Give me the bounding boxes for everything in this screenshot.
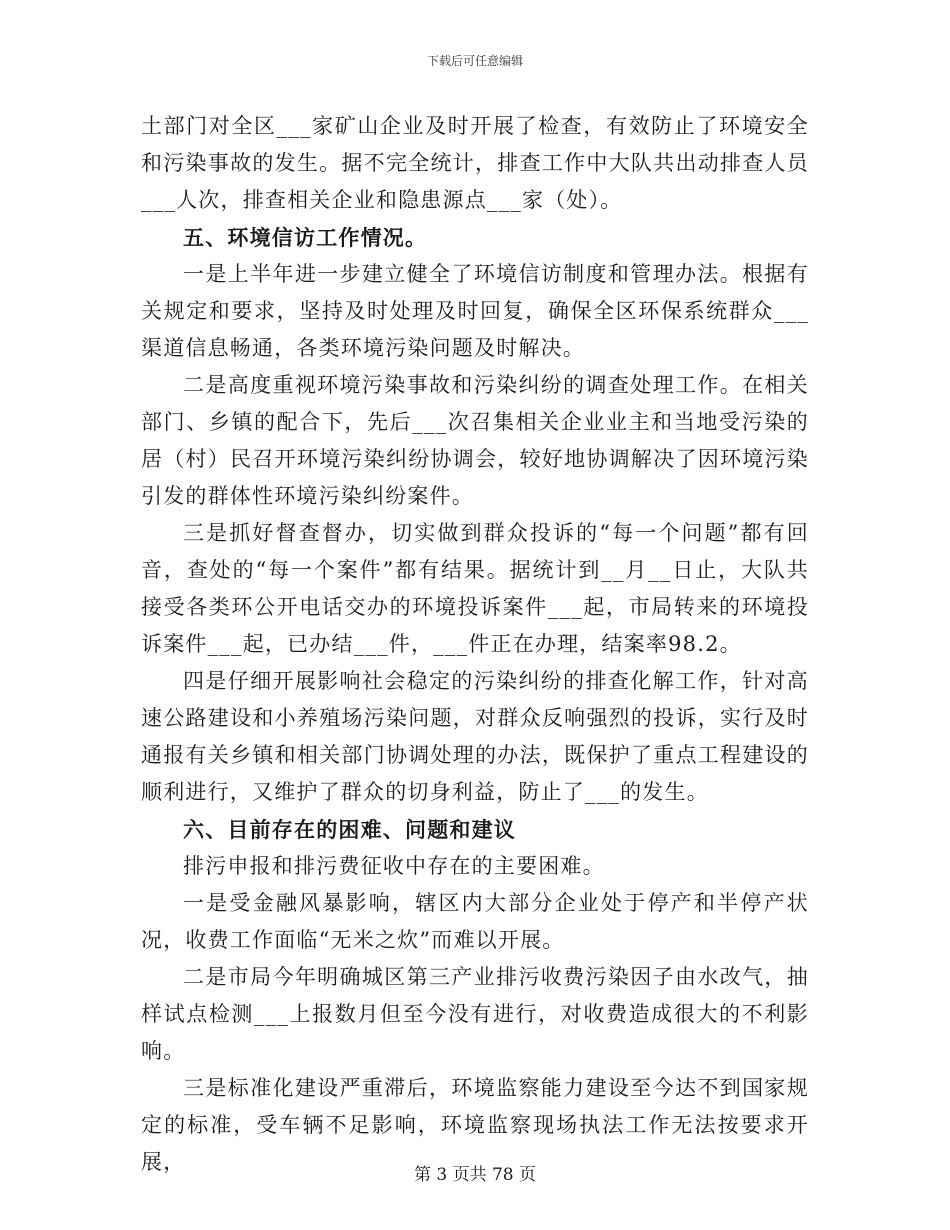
paragraph-petition-system: 一是上半年进一步建立健全了环境信访制度和管理办法。根据有关规定和要求，坚持及时处理及时回复，确保全区环保系统群众___渠道信息畅通，各类环境污染问题及时解决。 — [141, 262, 809, 360]
paragraph-pollution-disputes: 二是高度重视环境污染事故和污染纠纷的调查处理工作。在相关部门、乡镇的配合下，先后___次召集相关企业业主和当地受污染的居（村）民召开环境污染纠纷协调会，较好地协调解决了因环境污染引发的群体性环境污染纠纷案件。 — [141, 373, 809, 508]
paragraph-fee-collection: 二是市局今年明确城区第三产业排污收费污染因子由水改气，抽样试点检测___上报数月但至今没有进行，对收费造成很大的不利影响。 — [141, 965, 809, 1063]
section-heading-5: 五、环境信访工作情况。 — [183, 225, 428, 250]
paragraph-financial-crisis: 一是受金融风暴影响，辖区内大部分企业处于停产和半停产状况，收费工作面临“无米之炊”而难以开展。 — [141, 891, 809, 952]
page-header-note: 下载后可任意编辑 — [426, 54, 523, 68]
document-body — [141, 108, 809, 1181]
paragraph-main-difficulties: 排污申报和排污费征收中存在的主要困难。 — [183, 854, 605, 878]
paragraph-continuation: 土部门对全区___家矿山企业及时开展了检查，有效防止了环境安全和污染事故的发生。据不完全统计，排查工作中大队共出动排查人员___人次，排查相关企业和隐患源点___家（处）。 — [141, 114, 809, 212]
paragraph-supervision: 三是抓好督查督办，切实做到群众投诉的“每一个问题”都有回音，查处的“每一个案件”都有结果。据统计到__月__日止，大队共接受各类环公开电话交办的环境投诉案件___起，市局转来的环境投诉案件___起，已办结___件，___件正在办理，结案率98.2。 — [141, 521, 809, 656]
paragraph-standardization: 三是标准化建设严重滞后，环境监察能力建设至今达不到国家规定的标准，受车辆不足影响，环境监察现场执法工作无法按要求开展， — [141, 1076, 809, 1174]
section-heading-6: 六、目前存在的困难、问题和建议 — [183, 817, 516, 842]
paragraph-dispute-resolution: 四是仔细开展影响社会稳定的污染纠纷的排查化解工作，针对高速公路建设和小养殖场污染问题，对群众反响强烈的投诉，实行及时通报有关乡镇和相关部门协调处理的办法，既保护了重点工程建设的顺利进行，又维护了群众的切身利益，防止了___的发生。 — [141, 669, 809, 804]
page-number: 第 3 页共 78 页 — [413, 1165, 537, 1185]
